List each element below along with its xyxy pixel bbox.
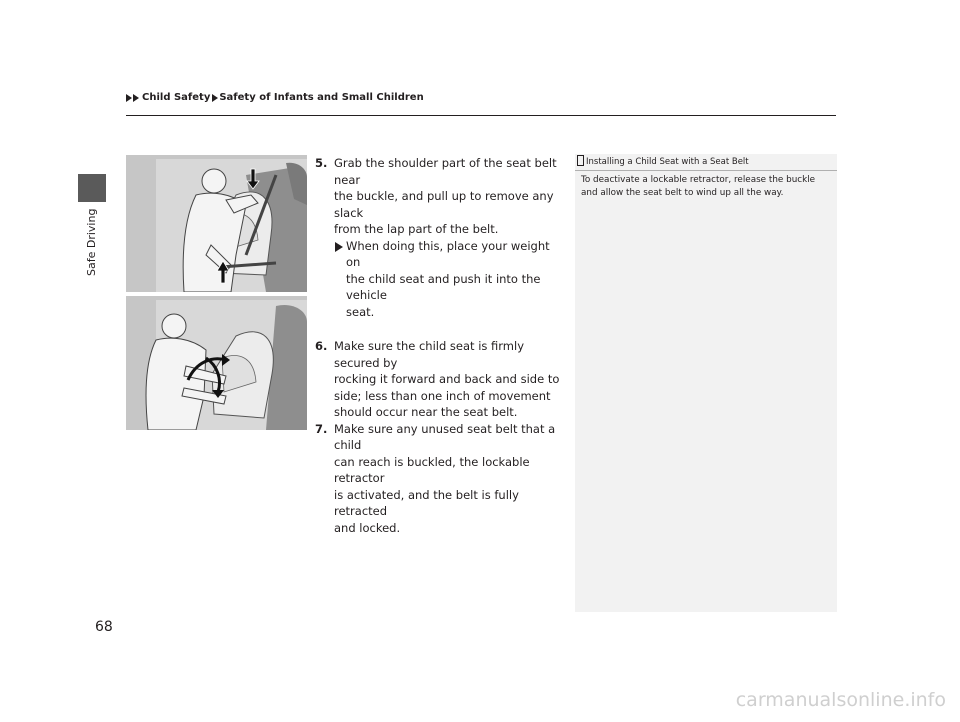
note-arrow-icon xyxy=(335,242,343,252)
figure-pull-shoulder-belt xyxy=(126,155,307,292)
watermark: carmanualsonline.info xyxy=(735,689,946,711)
section-tab-marker xyxy=(78,174,106,202)
step-text-line: side; less than one inch of movement xyxy=(334,388,551,403)
side-note-panel xyxy=(575,154,837,612)
breadcrumb-arrow-icon xyxy=(212,94,218,102)
breadcrumb-arrow-icon xyxy=(133,94,139,102)
note-text-line: When doing this, place your weight on xyxy=(346,238,550,269)
step-5 xyxy=(312,155,562,320)
step-text-line: the buckle, and pull up to remove any slack xyxy=(334,189,554,220)
breadcrumb-arrow-icon xyxy=(126,94,132,102)
step-5-note xyxy=(334,238,562,321)
note-text-line: seat. xyxy=(346,304,375,319)
step-text-line: Grab the shoulder part of the seat belt near xyxy=(334,156,557,187)
step-text-line: should occur near the seat belt. xyxy=(334,405,518,419)
side-note-header xyxy=(575,154,837,171)
breadcrumb xyxy=(126,92,424,103)
breadcrumb-child-safety[interactable]: Child Safety xyxy=(142,92,211,103)
step-text-line: rocking it forward and back and side to xyxy=(334,372,560,386)
instruction-steps xyxy=(312,155,562,536)
step-number: 7. xyxy=(315,421,328,436)
step-text-line: Make sure any unused seat belt that a child xyxy=(334,421,556,452)
step-6 xyxy=(312,338,562,421)
side-note-line: To deactivate a lockable retractor, release the buckle xyxy=(581,175,816,185)
header-rule xyxy=(126,115,836,116)
reference-marker-icon xyxy=(577,155,584,166)
step-text-line: can reach is buckled, the lockable retractor xyxy=(334,454,530,485)
step-number: 6. xyxy=(315,339,328,353)
step-7 xyxy=(312,421,562,537)
page-number: 68 xyxy=(95,619,113,635)
step-text-line: Make sure the child seat is firmly secured by xyxy=(334,339,525,370)
side-note-title[interactable]: Installing a Child Seat with a Seat Belt xyxy=(586,157,749,167)
side-note-line: and allow the seat belt to wind up all the way. xyxy=(581,187,784,198)
step-text-line: is activated, and the belt is fully retracted xyxy=(334,487,519,518)
section-side-label: Safe Driving xyxy=(85,208,98,276)
illustration-pull-belt xyxy=(126,155,307,292)
figure-rock-child-seat xyxy=(126,296,307,430)
note-text-line: the child seat and push it into the vehicle xyxy=(346,271,541,302)
step-number: 5. xyxy=(315,156,328,170)
step-text-line: and locked. xyxy=(334,520,401,535)
illustration-rock-seat xyxy=(126,296,307,430)
side-note-body xyxy=(581,174,829,199)
step-text-line: from the lap part of the belt. xyxy=(334,222,499,236)
breadcrumb-safety-of-infants[interactable]: Safety of Infants and Small Children xyxy=(219,92,424,103)
